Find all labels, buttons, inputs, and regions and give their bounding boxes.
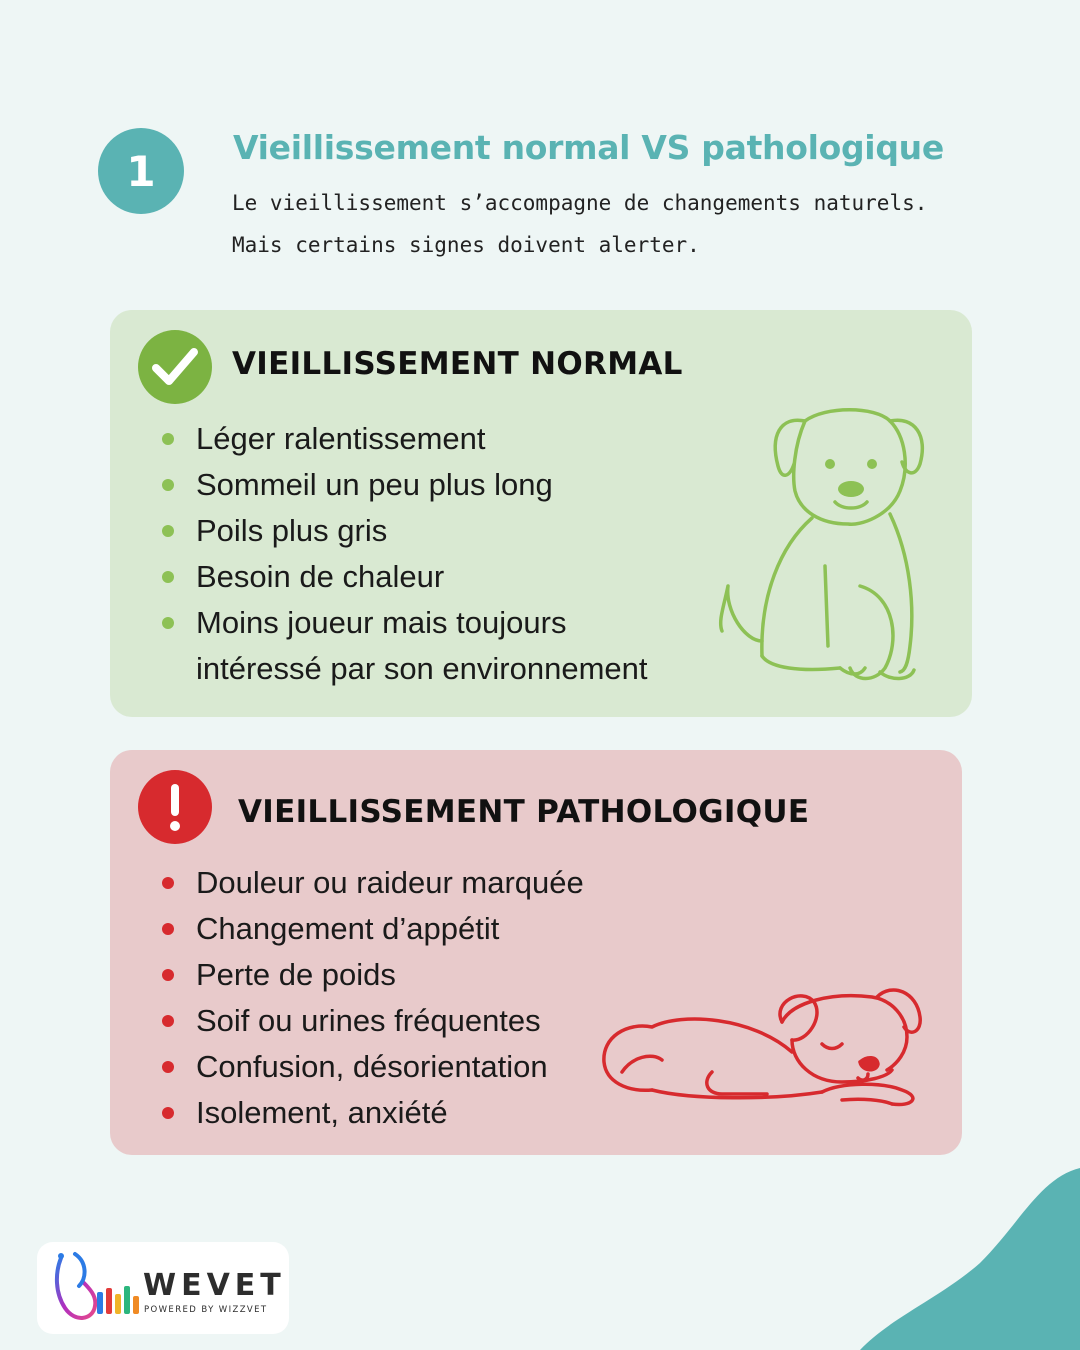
bullet-icon (162, 923, 174, 935)
bullet-icon (162, 1015, 174, 1027)
list-item (162, 462, 647, 508)
bullet-icon (162, 479, 174, 491)
list-item-continuation (162, 646, 647, 692)
brand-tagline: POWERED BY WIZZVET (144, 1305, 268, 1315)
page-title: Vieillissement normal VS pathologique (233, 128, 944, 167)
list-item-label: Léger ralentissement (196, 421, 486, 456)
bullet-icon (162, 617, 174, 629)
list-item-label: Douleur ou raideur marquée (196, 865, 584, 900)
list-item-label: Poils plus gris (196, 513, 388, 548)
list-item (162, 554, 647, 600)
normal-aging-list (162, 416, 647, 692)
bullet-icon (162, 877, 174, 889)
list-item-label: Perte de poids (196, 957, 396, 992)
list-item-label: Confusion, désorientation (196, 1049, 548, 1084)
exclamation-icon (138, 770, 212, 844)
checkmark-icon (138, 330, 212, 404)
list-item-label: Sommeil un peu plus long (196, 467, 553, 502)
bullet-icon (162, 571, 174, 583)
list-item-label: Besoin de chaleur (196, 559, 445, 594)
list-item (162, 600, 647, 646)
normal-aging-title: VIEILLISSEMENT NORMAL (232, 346, 683, 382)
list-item (162, 508, 647, 554)
bullet-icon (162, 433, 174, 445)
bullet-icon (162, 1107, 174, 1119)
normal-aging-card (110, 310, 972, 717)
list-item (162, 416, 647, 462)
list-item (162, 860, 584, 906)
sleeping-dog-illustration (592, 982, 932, 1122)
brand-name: WEVET (143, 1268, 286, 1303)
stethoscope-logo-icon (53, 1248, 143, 1328)
pathological-aging-title: VIEILLISSEMENT PATHOLOGIQUE (238, 794, 810, 830)
brand-logo (37, 1242, 289, 1334)
pathological-aging-list (162, 860, 584, 1136)
bullet-icon (162, 969, 174, 981)
sitting-dog-illustration (700, 406, 940, 686)
bullet-icon (162, 525, 174, 537)
step-number-badge: 1 (98, 128, 184, 214)
list-item-label: Moins joueur mais toujours (196, 605, 567, 640)
list-item (162, 998, 584, 1044)
bullet-icon (162, 1061, 174, 1073)
list-item-label: Isolement, anxiété (196, 1095, 448, 1130)
list-item-label: Soif ou urines fréquentes (196, 1003, 541, 1038)
pathological-aging-card (110, 750, 962, 1155)
list-item (162, 1090, 584, 1136)
list-item (162, 906, 584, 952)
decorative-blob (860, 1168, 1080, 1350)
list-item (162, 1044, 584, 1090)
list-item (162, 952, 584, 998)
list-item-label: intéressé par son environnement (196, 651, 648, 686)
intro-text: Le vieillissement s’accompagne de changements naturels. Mais certains signes doivent alerter. (232, 191, 928, 257)
list-item-label: Changement d’appétit (196, 911, 500, 946)
